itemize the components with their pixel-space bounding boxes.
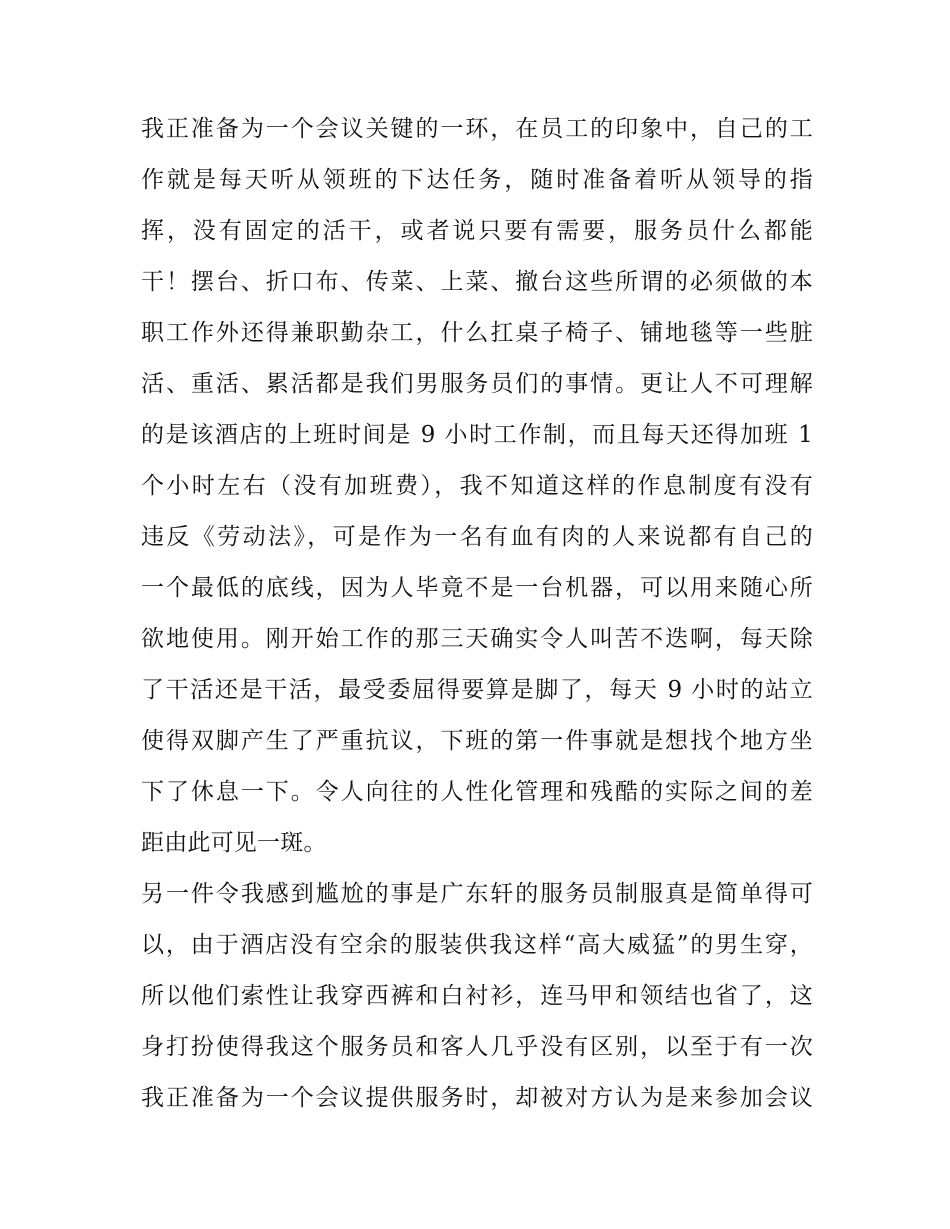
text-line: 违反《劳动法》，可是作为一名有血有肉的人来说都有自己的 bbox=[141, 524, 813, 550]
text-line: 另一件令我感到尴尬的事是广东轩的服务员制服真是简单得可 bbox=[141, 881, 813, 907]
paragraph-2 bbox=[141, 869, 813, 1124]
text-line: 下了休息一下。令人向往的人性化管理和残酷的实际之间的差 bbox=[141, 779, 813, 805]
text-line: 挥，没有固定的活干，或者说只要有需要，服务员什么都能 bbox=[141, 218, 813, 244]
text-line: 欲地使用。刚开始工作的那三天确实令人叫苦不迭啊，每天除 bbox=[141, 626, 813, 652]
text-line: 身打扮使得我这个服务员和客人几乎没有区别，以至于有一次 bbox=[141, 1034, 813, 1060]
text-line: 使得双脚产生了严重抗议，下班的第一件事就是想找个地方坐 bbox=[141, 728, 813, 754]
text-line: 我正准备为一个会议关键的一环，在员工的印象中，自己的工 bbox=[141, 116, 813, 142]
text-line: 的是该酒店的上班时间是 9 小时工作制，而且每天还得加班 1 bbox=[141, 422, 813, 448]
text-line: 作就是每天听从领班的下达任务，随时准备着听从领导的指 bbox=[141, 167, 813, 193]
text-line: 我正准备为一个会议提供服务时，却被对方认为是来参加会议 bbox=[141, 1085, 813, 1111]
text-line: 干！摆台、折口布、传菜、上菜、撤台这些所谓的必须做的本 bbox=[141, 269, 813, 295]
text-line: 个小时左右（没有加班费），我不知道这样的作息制度有没有 bbox=[141, 473, 813, 499]
text-line: 了干活还是干活，最受委屈得要算是脚了，每天 9 小时的站立 bbox=[141, 677, 813, 703]
text-line: 所以他们索性让我穿西裤和白衬衫，连马甲和领结也省了，这 bbox=[141, 983, 813, 1009]
text-line: 一个最低的底线，因为人毕竟不是一台机器，可以用来随心所 bbox=[141, 575, 813, 601]
text-line: 以，由于酒店没有空余的服装供我这样“高大威猛”的男生穿， bbox=[141, 932, 813, 958]
document-body bbox=[141, 104, 813, 1124]
text-line: 职工作外还得兼职勤杂工，什么扛桌子椅子、铺地毯等一些脏 bbox=[141, 320, 813, 346]
text-line: 活、重活、累活都是我们男服务员们的事情。更让人不可理解 bbox=[141, 371, 813, 397]
paragraph-1 bbox=[141, 104, 813, 869]
text-line: 距由此可见一斑。 bbox=[141, 830, 327, 856]
